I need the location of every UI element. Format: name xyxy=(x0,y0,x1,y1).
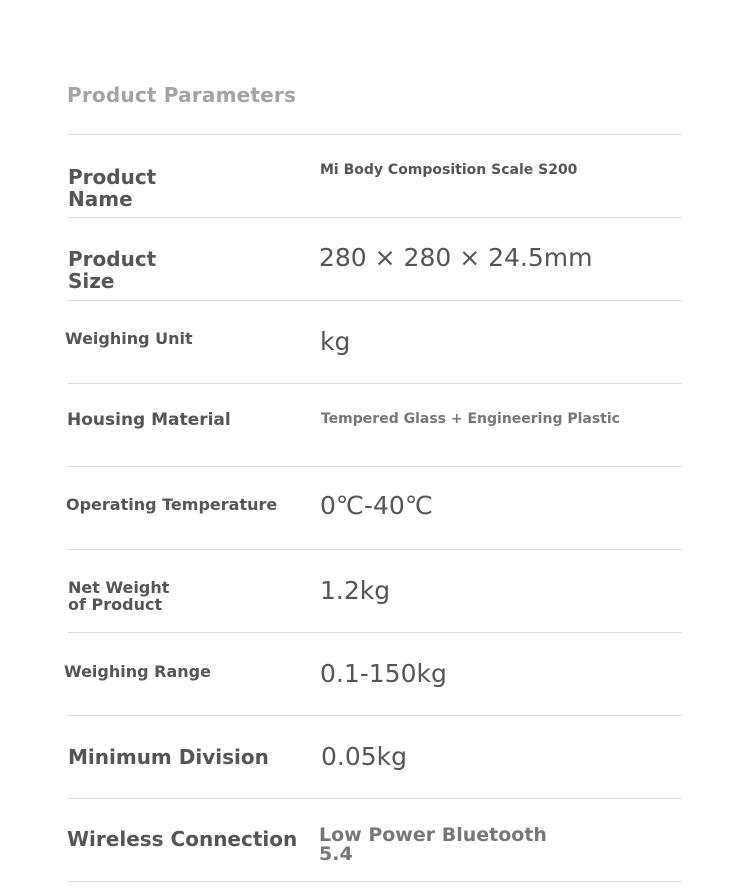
param-label-net-weight: Net Weight of Product xyxy=(68,578,170,615)
divider-row-8 xyxy=(68,798,682,799)
divider-top xyxy=(68,134,682,135)
param-label-product-size: Product Size xyxy=(68,247,157,293)
divider-bottom xyxy=(68,881,682,882)
param-value-wireless-connection: Low Power Bluetooth 5.4 xyxy=(319,824,547,865)
param-label-weighing-range: Weighing Range xyxy=(64,662,211,681)
param-label-minimum-division: Minimum Division xyxy=(68,745,269,769)
param-value-operating-temperature: 0℃-40℃ xyxy=(320,491,433,520)
param-label-product-name: Product Name xyxy=(68,165,157,211)
product-parameters-title: Product Parameters xyxy=(67,83,297,107)
param-label-weighing-unit: Weighing Unit xyxy=(65,329,193,348)
param-value-weighing-unit: kg xyxy=(320,327,351,356)
param-label-wireless-connection: Wireless Connection xyxy=(67,827,298,851)
param-value-product-name: Mi Body Composition Scale S200 xyxy=(320,162,578,178)
divider-row-5 xyxy=(68,549,682,550)
divider-row-3 xyxy=(68,383,682,384)
divider-row-1 xyxy=(68,217,682,218)
param-value-net-weight: 1.2kg xyxy=(320,576,391,605)
divider-row-7 xyxy=(68,715,682,716)
divider-row-2 xyxy=(68,300,682,301)
param-value-housing-material: Tempered Glass + Engineering Plastic xyxy=(321,411,620,427)
param-value-minimum-division: 0.05kg xyxy=(321,742,408,771)
divider-row-4 xyxy=(68,466,682,467)
param-value-weighing-range: 0.1-150kg xyxy=(320,659,447,688)
divider-row-6 xyxy=(68,632,682,633)
param-label-housing-material: Housing Material xyxy=(67,410,231,430)
param-label-operating-temperature: Operating Temperature xyxy=(66,495,278,514)
param-value-product-size: 280 × 280 × 24.5mm xyxy=(319,243,593,272)
